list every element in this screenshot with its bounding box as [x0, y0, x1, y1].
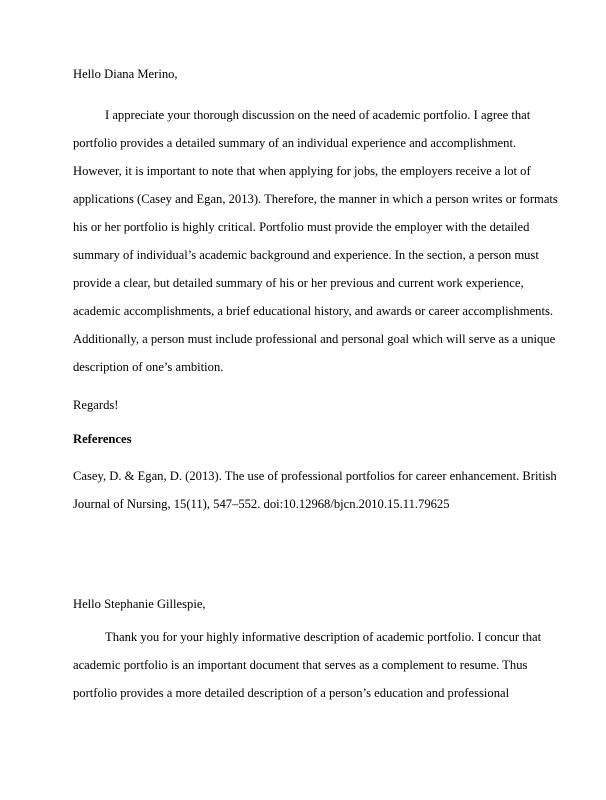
paragraph-line: I appreciate your thorough discussion on the need of academic portfolio. I agree that	[105, 108, 531, 122]
paragraph-line: academic portfolio is an important document that serves as a complement to resume. Thus	[73, 658, 528, 672]
greeting-stephanie: Hello Stephanie Gillespie,	[73, 597, 206, 611]
reference-entry-line: Casey, D. & Egan, D. (2013). The use of professional portfolios for career enhancement. British	[73, 469, 557, 483]
paragraph-line: Additionally, a person must include professional and personal goal which will serve as a unique	[73, 332, 556, 346]
reference-entry-line: Journal of Nursing, 15(11), 547–552. doi:10.12968/bjcn.2010.15.11.79625	[73, 497, 450, 511]
references-heading: References	[73, 432, 132, 446]
paragraph-line: However, it is important to note that when applying for jobs, the employers receive a lot of	[73, 164, 531, 178]
paragraph-line: provide a clear, but detailed summary of his or her previous and current work experience,	[73, 276, 524, 290]
paragraph-line: his or her portfolio is highly critical. Portfolio must provide the employer with the detailed	[73, 220, 530, 234]
paragraph-line: Thank you for your highly informative description of academic portfolio. I concur that	[105, 630, 542, 644]
paragraph-line: portfolio provides a more detailed description of a person’s education and professional	[73, 686, 510, 700]
closing-regards: Regards!	[73, 398, 119, 412]
paragraph-line: applications (Casey and Egan, 2013). Therefore, the manner in which a person writes or formats	[73, 192, 558, 206]
paragraph-line: academic accomplishments, a brief educational history, and awards or career accomplishments.	[73, 304, 554, 318]
paragraph-line: description of one’s ambition.	[73, 360, 224, 374]
paragraph-line: portfolio provides a detailed summary of an individual experience and accomplishment.	[73, 136, 517, 150]
paragraph-line: summary of individual’s academic background and experience. In the section, a person must	[73, 248, 539, 262]
greeting-diana: Hello Diana Merino,	[73, 67, 178, 81]
